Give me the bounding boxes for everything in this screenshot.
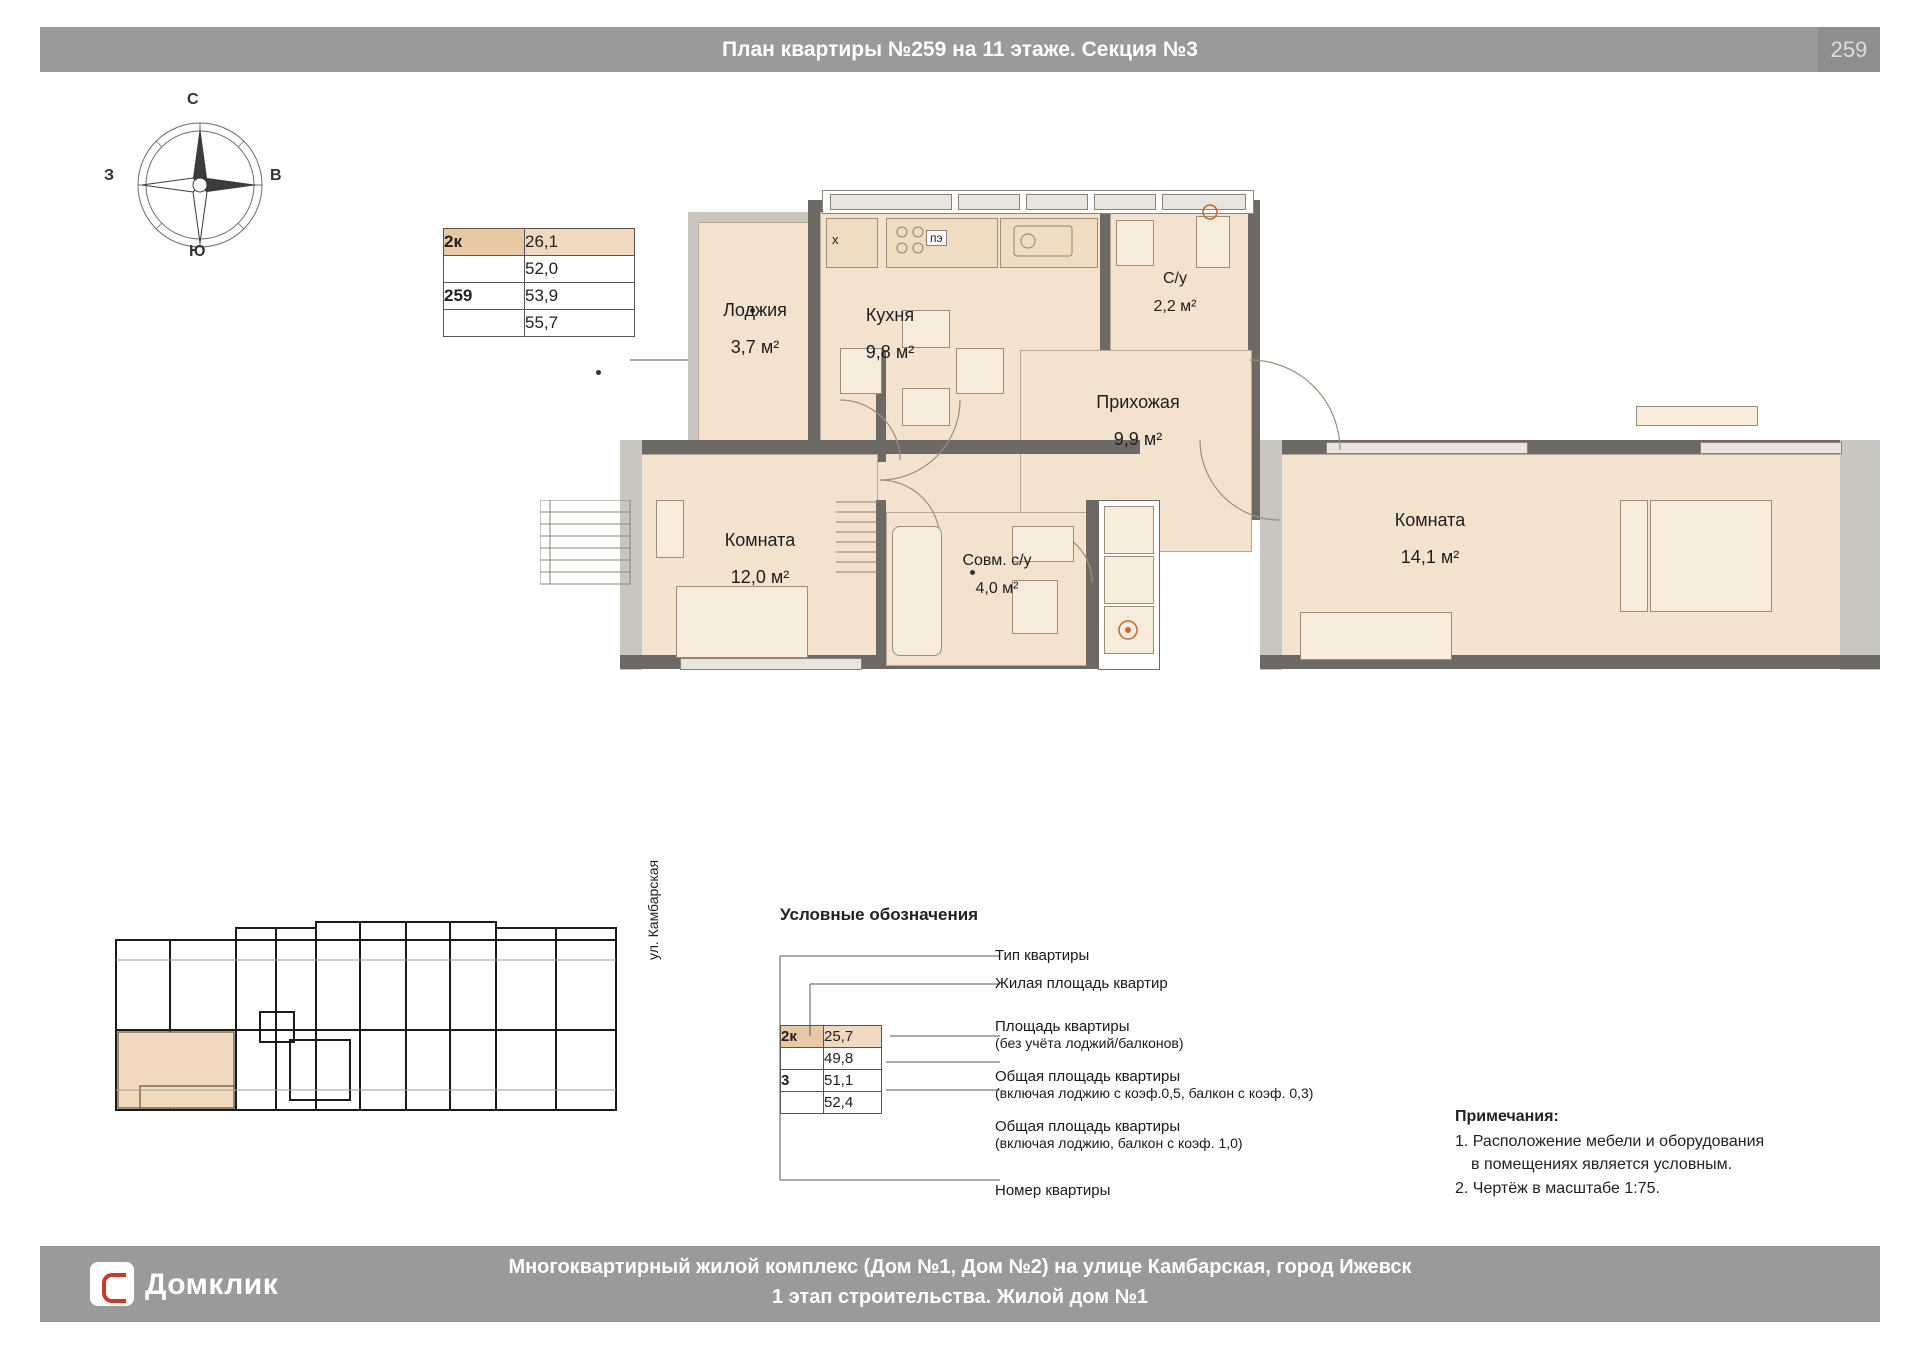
shaft-box: [1104, 556, 1154, 604]
footer-line-2: 1 этап строительства. Жилой дом №1: [771, 1286, 1149, 1308]
room-label-hallway: Прихожая 9,9 м²: [1096, 392, 1180, 449]
floor-plan: [640, 200, 1880, 840]
apartment-number: 259: [444, 283, 525, 309]
room-label-loggia: Лоджия 3,7 м²: [723, 300, 787, 357]
furniture-bed: [676, 586, 808, 658]
furniture-sofa: [1300, 612, 1452, 660]
building-floor-key-plan: [110, 900, 630, 1150]
furniture-washer: [1116, 220, 1154, 266]
note-item: 2. Чертёж в масштабе 1:75.: [1455, 1179, 1660, 1197]
table-row: [444, 256, 634, 283]
legend-section: 3: [781, 1070, 824, 1091]
sink-icon: [1012, 224, 1076, 260]
legend-line-3: Общая площадь квартиры (включая лоджию с коэф.0,5, балкон с коэф. 0,3): [995, 1068, 1314, 1101]
legend-line-1: Жилая площадь квартир: [995, 975, 1168, 992]
furniture-toilet: [1196, 216, 1230, 268]
legend-line-5: Номер квартиры: [995, 1182, 1111, 1199]
room-label-bathroom: Совм. с/у 4,0 м²: [962, 552, 1032, 597]
furniture-bed2: [1650, 500, 1772, 612]
key-plan-svg: [110, 900, 630, 1150]
page-footer: [40, 1246, 1880, 1322]
apartment-type: 2к: [444, 229, 525, 255]
legend-v4: 52,4: [824, 1094, 854, 1111]
legend-type: 2к: [781, 1026, 824, 1047]
legend-v2: 49,8: [824, 1050, 854, 1067]
table-row: [444, 229, 634, 256]
mark-fridge: х: [832, 232, 839, 247]
living-area-value: 26,1: [525, 232, 559, 251]
apartment-summary-table: [443, 228, 635, 337]
notes-title: Примечания:: [1455, 1108, 1559, 1125]
page-title: План квартиры №259 на 11 этаже. Секция №3: [722, 38, 1198, 61]
compass-label-north: С: [187, 91, 199, 108]
legend-title: Условные обозначения: [780, 905, 979, 924]
table-row: [444, 310, 634, 336]
page-header: [40, 27, 1880, 72]
ceiling-point: [596, 370, 601, 375]
legend-line-0: Тип квартиры: [995, 947, 1090, 964]
legend-line-4: Общая площадь квартиры (включая лоджию, балкон с коэф. 1,0): [995, 1118, 1243, 1151]
room-label-room-right: Комната 14,1 м²: [1394, 510, 1466, 567]
room-label-kitchen: Кухня 9,8 м²: [865, 305, 915, 362]
legend-line-2: Площадь квартиры (без учёта лоджий/балконов): [995, 1018, 1184, 1051]
street-label: ул. Камбарская: [645, 859, 661, 960]
note-item: в помещениях является условным.: [1471, 1156, 1733, 1174]
total-area-k05-value: 53,9: [525, 286, 559, 305]
furniture-chair: [902, 388, 950, 426]
apartment-number-badge: 259: [1818, 27, 1880, 72]
footer-line-1: Многоквартирный жилой комплекс (Дом №1, Дом №2) на улице Камбарская, город Ижевск: [508, 1256, 1412, 1278]
spacer-cell-2: [444, 310, 525, 336]
furniture-shelf: [1636, 406, 1758, 426]
mark-stove: пэ: [926, 230, 947, 246]
legend-v1: 25,7: [824, 1028, 854, 1045]
room-label-wc: С/у 2,2 м²: [1153, 270, 1197, 315]
boiler-icon: [1192, 202, 1228, 222]
brand-name: Домклик: [145, 1268, 279, 1301]
balcony-grid: [540, 500, 636, 590]
note-item: 1. Расположение мебели и оборудования: [1455, 1133, 1765, 1151]
shaft-box: [1104, 506, 1154, 554]
notes-block: [1455, 1105, 1764, 1200]
compass-label-west: З: [104, 167, 115, 184]
spacer-cell: [444, 256, 525, 282]
compass-label-east: В: [270, 167, 282, 184]
area-no-balcony-value: 52,0: [525, 259, 559, 278]
compass-label-south: Ю: [189, 243, 206, 260]
legend-v3: 51,1: [824, 1072, 854, 1089]
table-row: [444, 283, 634, 310]
meter-icon: [1116, 618, 1142, 644]
total-area-k10-value: 55,7: [525, 313, 559, 332]
furniture-nightstand: [1620, 500, 1648, 612]
room-label-room-left: Комната 12,0 м²: [724, 530, 796, 587]
compass-rose: [104, 91, 290, 275]
